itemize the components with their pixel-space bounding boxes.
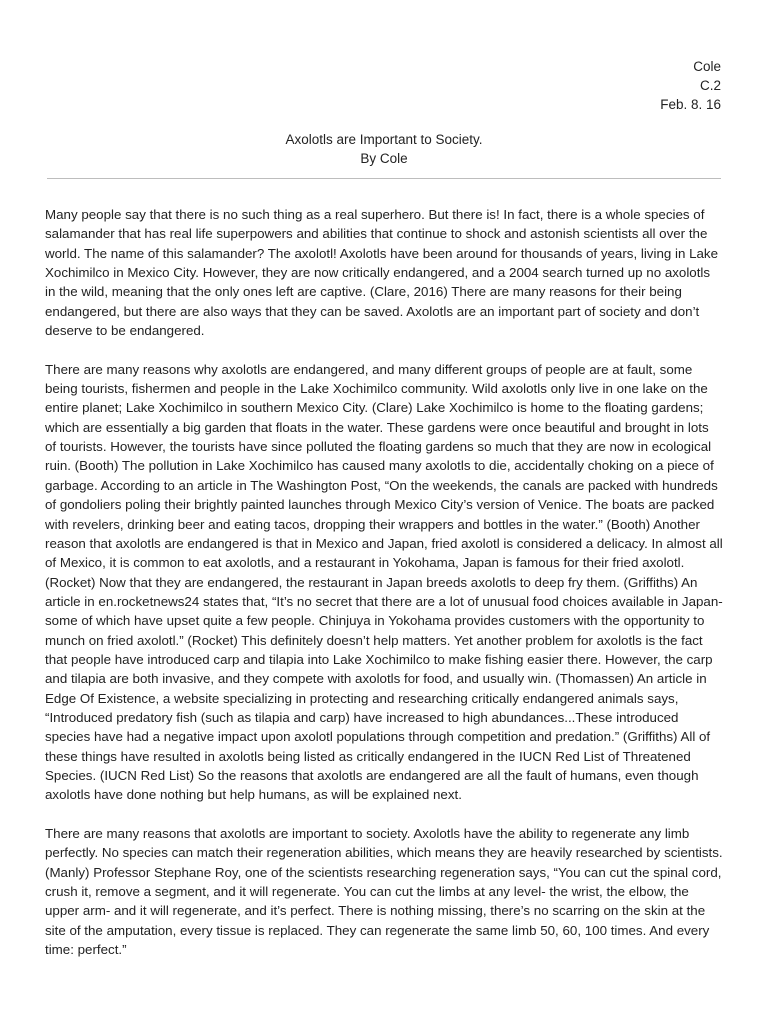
author-name: Cole bbox=[693, 59, 721, 74]
divider bbox=[47, 178, 721, 179]
document-header bbox=[660, 57, 721, 114]
document-body bbox=[45, 205, 723, 979]
document-byline: By Cole bbox=[360, 151, 408, 166]
document-title: Axolotls are Important to Society. bbox=[285, 132, 483, 147]
paragraph-intro: Many people say that there is no such thing as a real superhero. But there is! In fact, there is a whole species of salamander that has real life superpowers and abilities that continue to shock and astonish scientists all over the world. The name of this salamander? The axolotl! Axolotls have been around for thousands of years, living in Lake Xochimilco in Mexico City. However, they are now critically endangered, and a 2004 search turned up no axolotls in the wild, meaning that the only ones left are captive. (Clare, 2016) There are many reasons for their being endangered, but there are also ways that they can be saved. Axolotls are an important part of society and don’t deserve to be endangered. bbox=[45, 207, 719, 339]
document-date: Feb. 8. 16 bbox=[660, 97, 721, 112]
class-label: C.2 bbox=[699, 78, 721, 93]
paragraph-importance: There are many reasons that axolotls are important to society. Axolotls have the ability to regenerate any limb perfectly. No species can match their regeneration abilities, which means they are heavily researched by scientists. (Manly) Professor Stephane Roy, one of the scientists researching regeneration says, “You can cut the spinal cord, crush it, remove a segment, and it will regenerate. You can cut the limbs at any level- the wrist, the elbow, the upper arm- and it will regenerate, and it’s perfect. There is nothing missing, there’s no scarring on the skin at the site of the amputation, every tissue is replaced. They can regenerate the same limb 50, 60, 100 times. And every time: perfect.” bbox=[45, 826, 723, 958]
paragraph-endangered-reasons: There are many reasons why axolotls are endangered, and many different groups of people are at fault, some being tourists, fishermen and people in the Lake Xochimilco community. Wild axolotls only live in one lake on the entire planet; Lake Xochimilco in southern Mexico City. (Clare) Lake Xochimilco is home to the floating gardens; which are essentially a big garden that floats in the water. These gardens were once beautiful and brought in lots of tourists. However, the tourists have since polluted the floating gardens so much that they are now in ecological ruin. (Booth) The pollution in Lake Xochimilco has caused many axolotls to die, accidentally choking on a piece of garbage. According to an article in The Washington Post, “On the weekends, the canals are packed with hundreds of gondoliers poling their brightly painted launches through Mexico City’s version of Venice. The boats are packed with revelers, drinking beer and eating tacos, dropping their wrappers and bottles in the water.” (Booth) Another reason that axolotls are endangered is that in Mexico and Japan, fried axolotl is considered a delicacy. In almost all of Mexico, it is common to eat axolotls, and a restaurant in Yokohama, Japan is famous for their fried axolotl. (Rocket) Now that they are endangered, the restaurant in Japan breeds axolotls to deep fry them. (Griffiths) An article in en.rocketnews24 states that, “It’s no secret that there are a lot of unusual food choices available in Japan- some of which have upset quite a few people. Chinjuya in Yokohama provides customers with the opportunity to munch on fried axolotl.” (Rocket) This definitely doesn’t help matters. Yet another problem for axolotls is the fact that people have introduced carp and tilapia into Lake Xochimilco to make fishing easier there. However, the carp and tilapia are both invasive, and they compete with axolotls for food, and usually win. (Thomassen) An article in Edge Of Existence, a website specializing in protecting and researching critically endangered animals says, “Introduced predatory fish (such as tilapia and carp) have increased to high abundances...These introduced species have had a negative impact upon axolotl populations through competition and predation.” (Griffiths) All of these things have resulted in axolotls being listed as critically endangered in the IUCN Red List of Threatened Species. (IUCN Red List) So the reasons that axolotls are endangered are all the fault of humans, even though axolotls have done nothing but help humans, as will be explained next. bbox=[45, 361, 723, 803]
title-block bbox=[0, 130, 768, 168]
